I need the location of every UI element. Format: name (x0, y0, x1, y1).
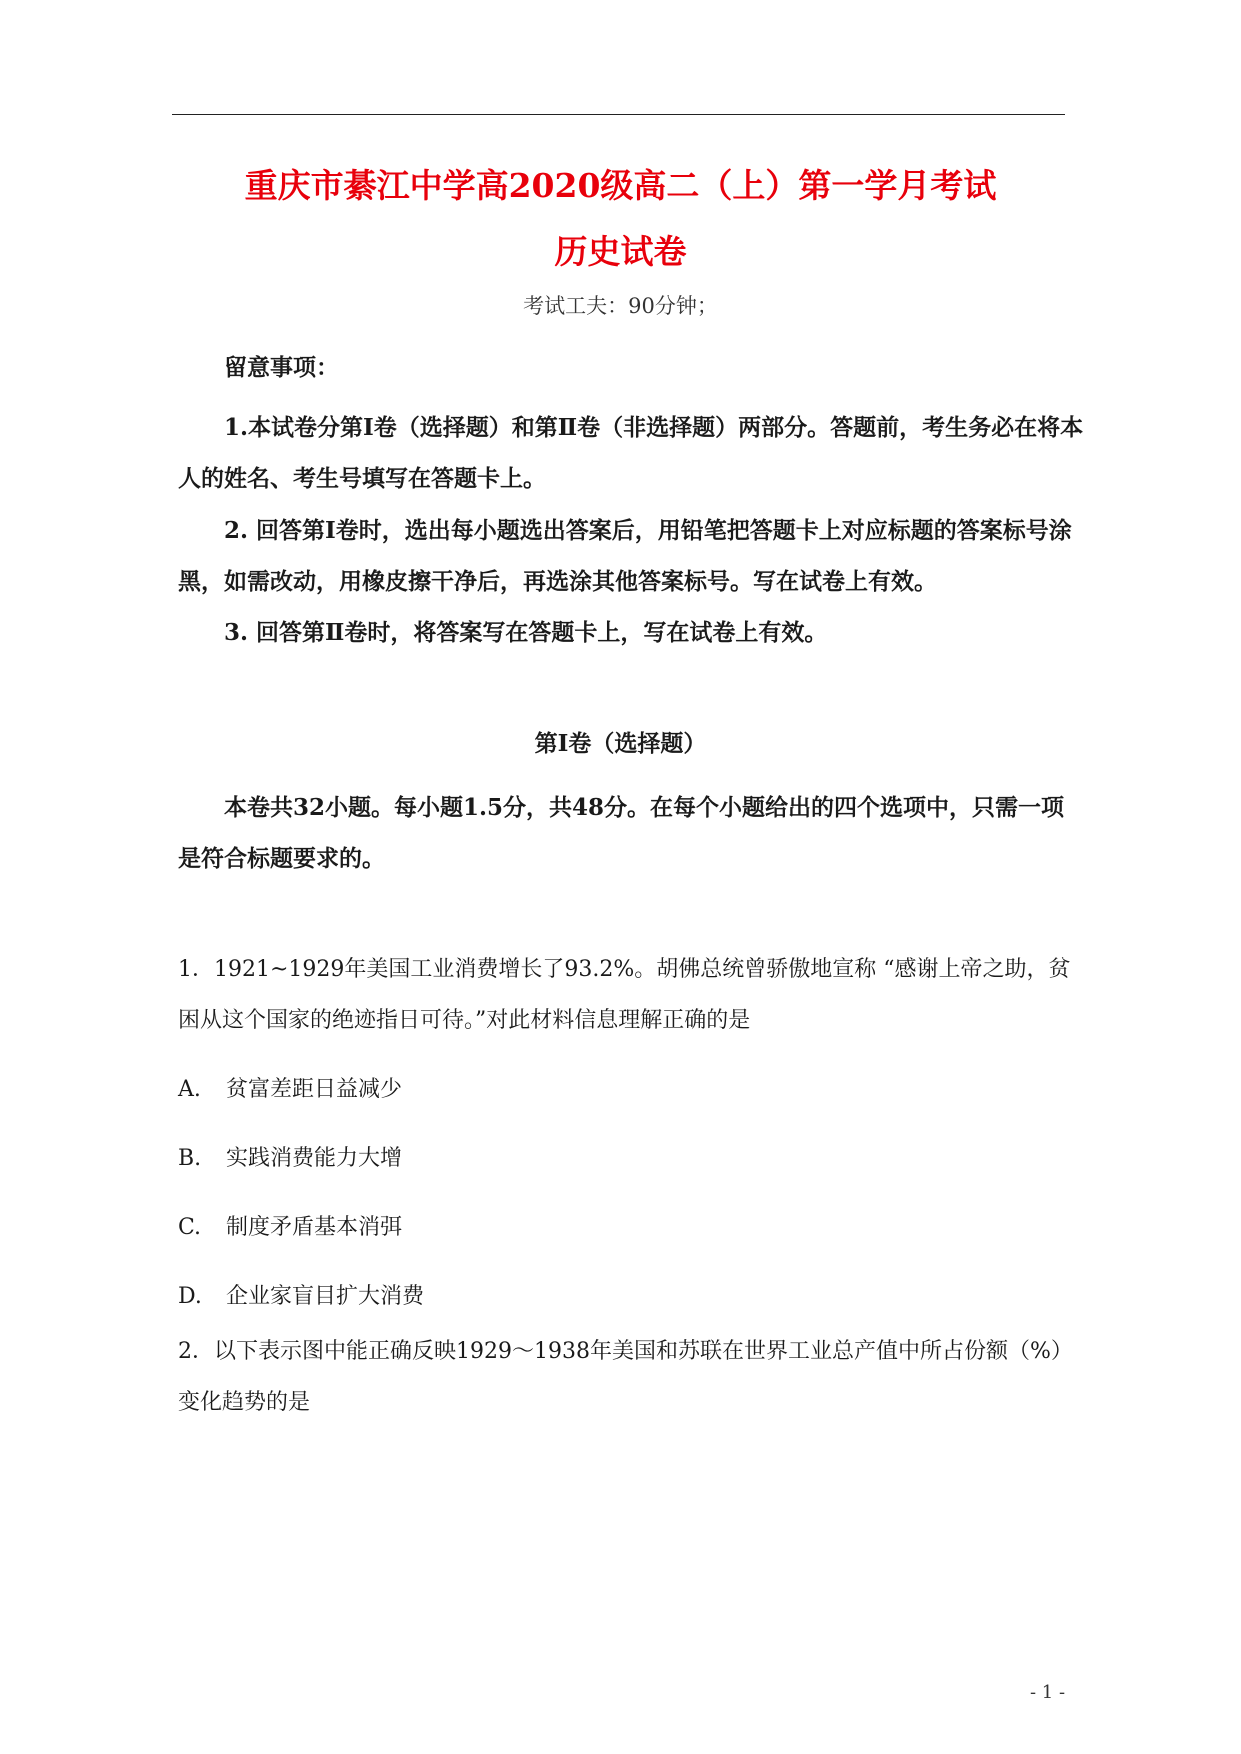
option-label: B. (178, 1146, 202, 1171)
question-1: 1．1921~1929年美国工业消费增长了93.2%。胡佛总统曾骄傲地宣称 “感谢上帝之助，贫困从这个国家的绝迹指日可待。”对此材料信息理解正确的是 (178, 957, 1071, 1033)
option-text: 制度矛盾基本消弭 (226, 1215, 403, 1240)
exam-title: 重庆市綦江中学高2020级高二（上）第一学月考试 (244, 166, 997, 205)
question-1-option-c (178, 1210, 402, 1241)
option-label: D. (178, 1284, 202, 1309)
exam-duration: 考试工夫：90分钟； (523, 294, 718, 318)
notice-item-3: 3. 回答第Ⅱ卷时，将答案写在答题卡上，写在试卷上有效。 (224, 619, 828, 646)
question-1-option-a (178, 1072, 402, 1103)
page-number: - 1 - (1030, 1682, 1066, 1703)
question-2: 2．以下表示图中能正确反映1929～1938年美国和苏联在世界工业总产值中所占份额（%）变化趋势的是 (178, 1339, 1073, 1415)
option-text: 实践消费能力大增 (226, 1146, 403, 1171)
section-description: 本卷共32小题。每小题1.5分，共48分。在每个小题给出的四个选项中，只需一项是符合标题要求的。 (178, 794, 1065, 872)
header-rule (172, 114, 1065, 115)
option-text: 贫富差距日益减少 (226, 1077, 403, 1102)
question-1-option-d (178, 1279, 424, 1310)
notice-item-2: 2. 回答第Ⅰ卷时，选出每小题选出答案后，用铅笔把答题卡上对应标题的答案标号涂黑，如需改动，用橡皮擦干净后，再选涂其他答案标号。写在试卷上有效。 (178, 517, 1072, 595)
section-title: 第Ⅰ卷（选择题） (534, 730, 707, 757)
option-text: 企业家盲目扩大消费 (226, 1284, 425, 1309)
option-label: A. (178, 1077, 201, 1102)
notice-heading: 留意事项： (224, 354, 339, 381)
option-label: C. (178, 1215, 202, 1240)
notice-item-1: 1.本试卷分第Ⅰ卷（选择题）和第Ⅱ卷（非选择题）两部分。答题前，考生务必在将本人的姓名、考生号填写在答题卡上。 (178, 414, 1084, 492)
question-1-option-b (178, 1141, 402, 1172)
exam-subtitle: 历史试卷 (554, 232, 687, 271)
